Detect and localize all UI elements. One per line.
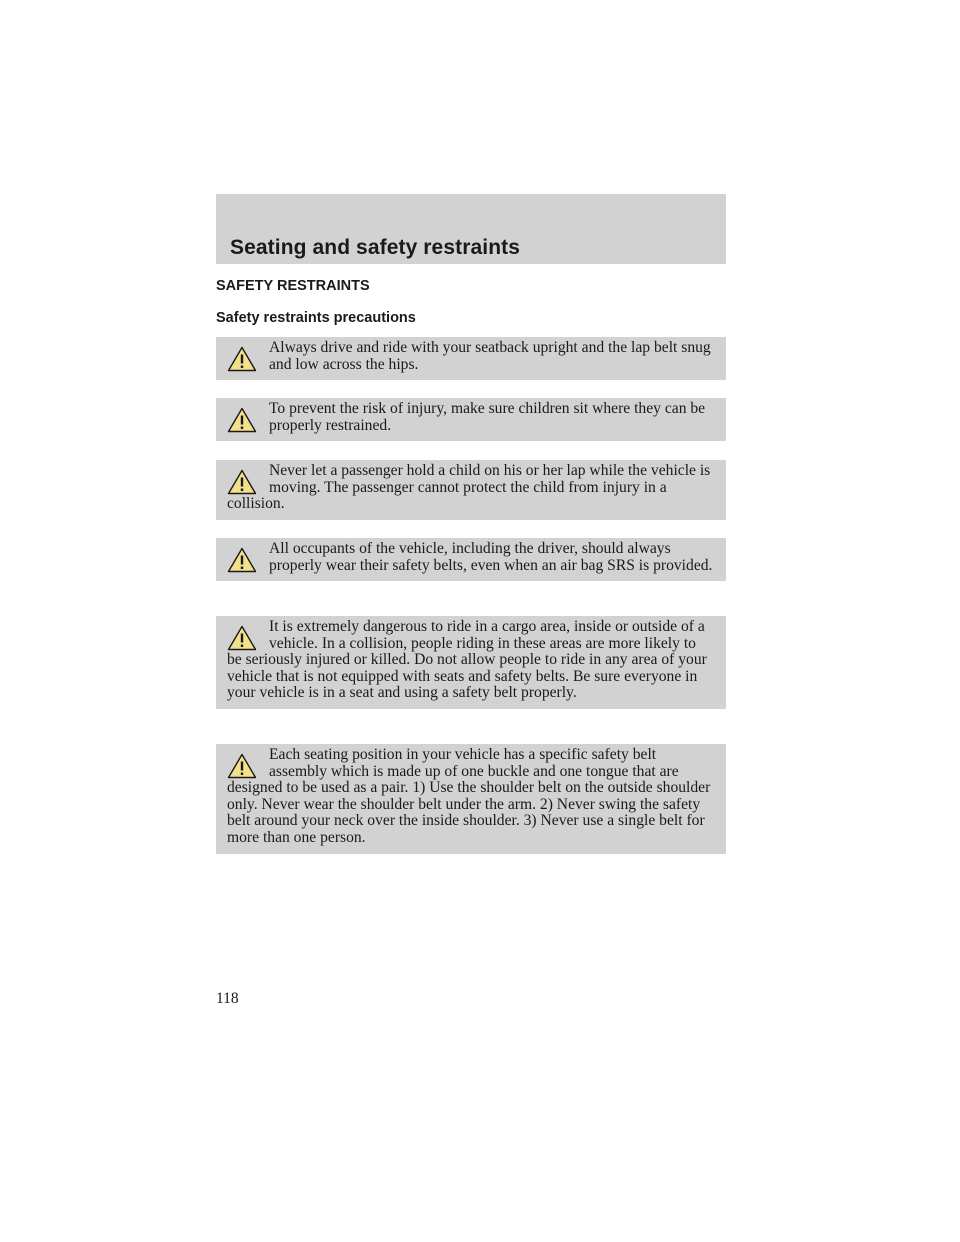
warning-triangle-icon	[227, 407, 257, 433]
section-heading: SAFETY RESTRAINTS	[216, 278, 370, 294]
page-title: Seating and safety restraints	[230, 236, 520, 259]
warning-triangle-icon	[227, 346, 257, 372]
warning-box	[216, 744, 726, 854]
warning-text: It is extremely dangerous to ride in a cargo area, inside or outside of a vehicle. In a collision, people riding in these areas are more likely to be seriously injured or killed. Do not allow people to ride in any area of your vehicle that is not equipped with seats and safety belts. Be sure everyone in your vehicle is in a seat and using a safety belt properly.	[227, 618, 707, 702]
warning-box	[216, 337, 726, 380]
warning-triangle-icon	[227, 753, 257, 779]
section-header-bar	[216, 194, 726, 264]
warning-text: All occupants of the vehicle, including the driver, should always properly wear their safety belts, even when an air bag SRS is provided.	[269, 540, 713, 574]
warning-text: To prevent the risk of injury, make sure children sit where they can be properly restrained.	[269, 400, 706, 434]
warning-box	[216, 538, 726, 581]
warning-box	[216, 460, 726, 520]
warning-text: Each seating position in your vehicle has a specific safety belt assembly which is made up of one buckle and one tongue that are designed to be used as a pair. 1) Use the shoulder belt on the outside shoulder only. Never wear the shoulder belt under the arm. 2) Never swing the safety belt around your neck over the inside shoulder. 3) Never use a single belt for more than one person.	[227, 746, 711, 846]
warning-box	[216, 398, 726, 441]
subsection-heading: Safety restraints precautions	[216, 310, 416, 326]
warning-text: Always drive and ride with your seatback upright and the lap belt snug and low across the hips.	[269, 339, 711, 373]
warning-triangle-icon	[227, 625, 257, 651]
warning-triangle-icon	[227, 547, 257, 573]
warning-text: Never let a passenger hold a child on his or her lap while the vehicle is moving. The passenger cannot protect the child from injury in a collision.	[227, 462, 711, 513]
page-number: 118	[216, 990, 239, 1007]
warning-box	[216, 616, 726, 709]
warning-triangle-icon	[227, 469, 257, 495]
